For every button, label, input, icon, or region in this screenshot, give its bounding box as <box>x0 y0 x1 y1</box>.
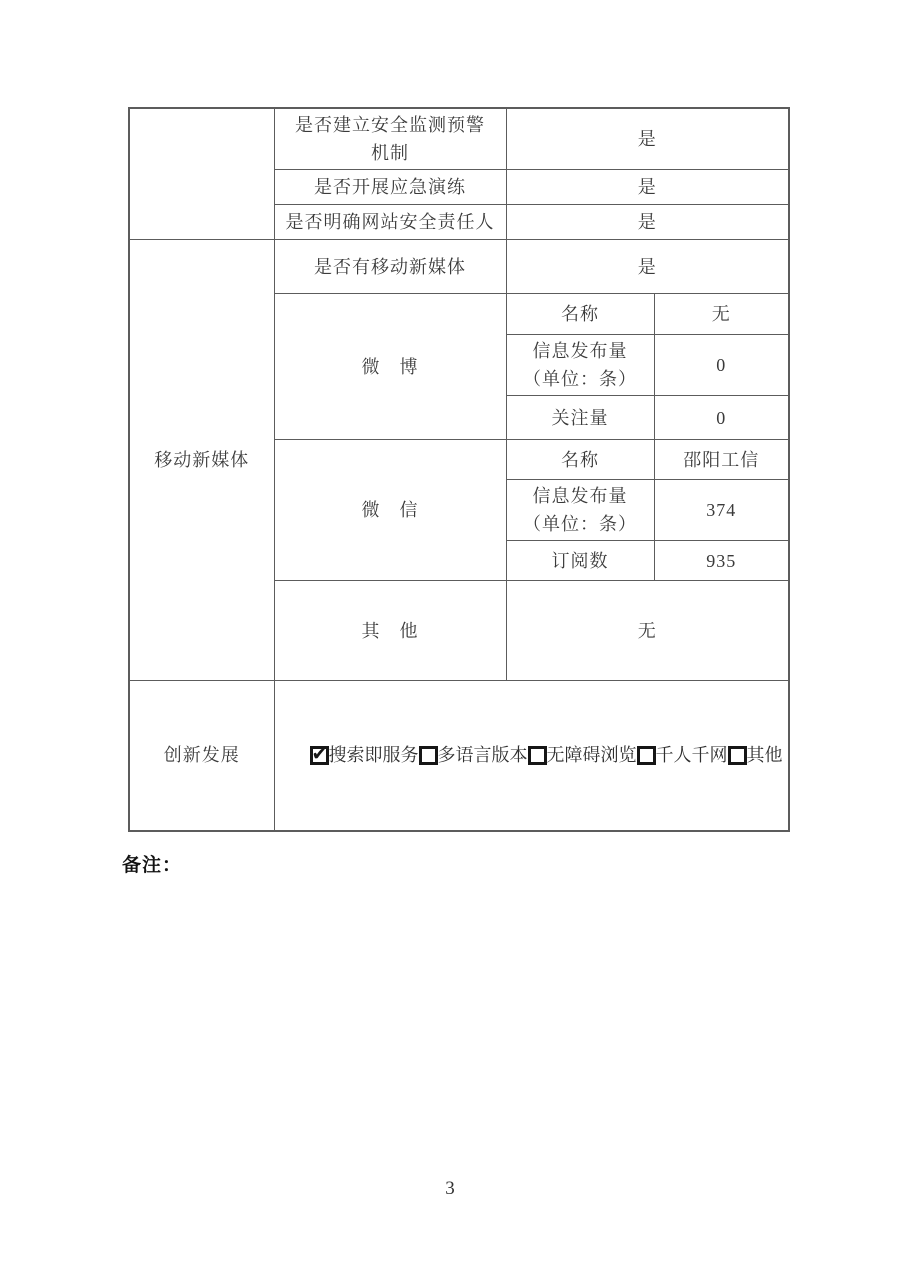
option-label: 无障碍浏览 <box>546 745 637 766</box>
option-accessibility[interactable] <box>528 741 637 769</box>
has-mobile-media-value: 是 <box>506 240 789 294</box>
has-mobile-media-label: 是否有移动新媒体 <box>274 240 506 294</box>
wechat-name-label: 名称 <box>506 440 654 480</box>
option-label: 千人千网 <box>655 745 728 766</box>
annual-report-table <box>128 107 790 832</box>
wechat-posts-label: 信息发布量 （单位：条） <box>506 480 654 541</box>
checkbox-icon[interactable] <box>310 746 329 765</box>
option-personalization[interactable] <box>637 741 728 769</box>
other-media-label: 其 他 <box>274 581 506 681</box>
option-label: 搜索即服务 <box>328 745 419 766</box>
security-question-label: 是否开展应急演练 <box>274 170 506 205</box>
security-question-text: 是否建立安全监测预警机制 <box>295 115 485 163</box>
section-header-empty <box>129 108 274 240</box>
security-question-value: 是 <box>506 108 789 170</box>
innovation-checkbox-row <box>279 741 785 769</box>
option-label: 多语言版本 <box>437 745 528 766</box>
security-question-label: 是否明确网站安全责任人 <box>274 205 506 240</box>
option-multilingual[interactable] <box>419 741 528 769</box>
checkbox-icon[interactable] <box>637 746 656 765</box>
wechat-subscribers-value: 935 <box>654 541 789 581</box>
weibo-posts-label: 信息发布量 （单位：条） <box>506 335 654 396</box>
section-header-mobile-media: 移动新媒体 <box>129 240 274 681</box>
weibo-posts-value: 0 <box>654 335 789 396</box>
weibo-followers-value: 0 <box>654 396 789 440</box>
weibo-name-value: 无 <box>654 294 789 335</box>
option-label: 其他 <box>746 745 783 766</box>
wechat-header: 微 信 <box>274 440 506 581</box>
section-header-innovation: 创新发展 <box>129 681 274 831</box>
other-media-value: 无 <box>506 581 789 681</box>
weibo-header: 微 博 <box>274 294 506 440</box>
weibo-name-label: 名称 <box>506 294 654 335</box>
notes-label: 备注： <box>122 855 183 876</box>
security-question-value: 是 <box>506 205 789 240</box>
security-question-label <box>274 108 506 170</box>
page-number: 3 <box>445 1178 455 1199</box>
innovation-options-cell <box>274 681 789 831</box>
checkbox-icon[interactable] <box>728 746 747 765</box>
security-question-value: 是 <box>506 170 789 205</box>
wechat-name-value: 邵阳工信 <box>654 440 789 480</box>
wechat-posts-value: 374 <box>654 480 789 541</box>
wechat-subscribers-label: 订阅数 <box>506 541 654 581</box>
option-other[interactable] <box>728 741 783 769</box>
option-search-as-service[interactable] <box>310 741 419 769</box>
weibo-followers-label: 关注量 <box>506 396 654 440</box>
checkbox-icon[interactable] <box>528 746 547 765</box>
checkbox-icon[interactable] <box>419 746 438 765</box>
